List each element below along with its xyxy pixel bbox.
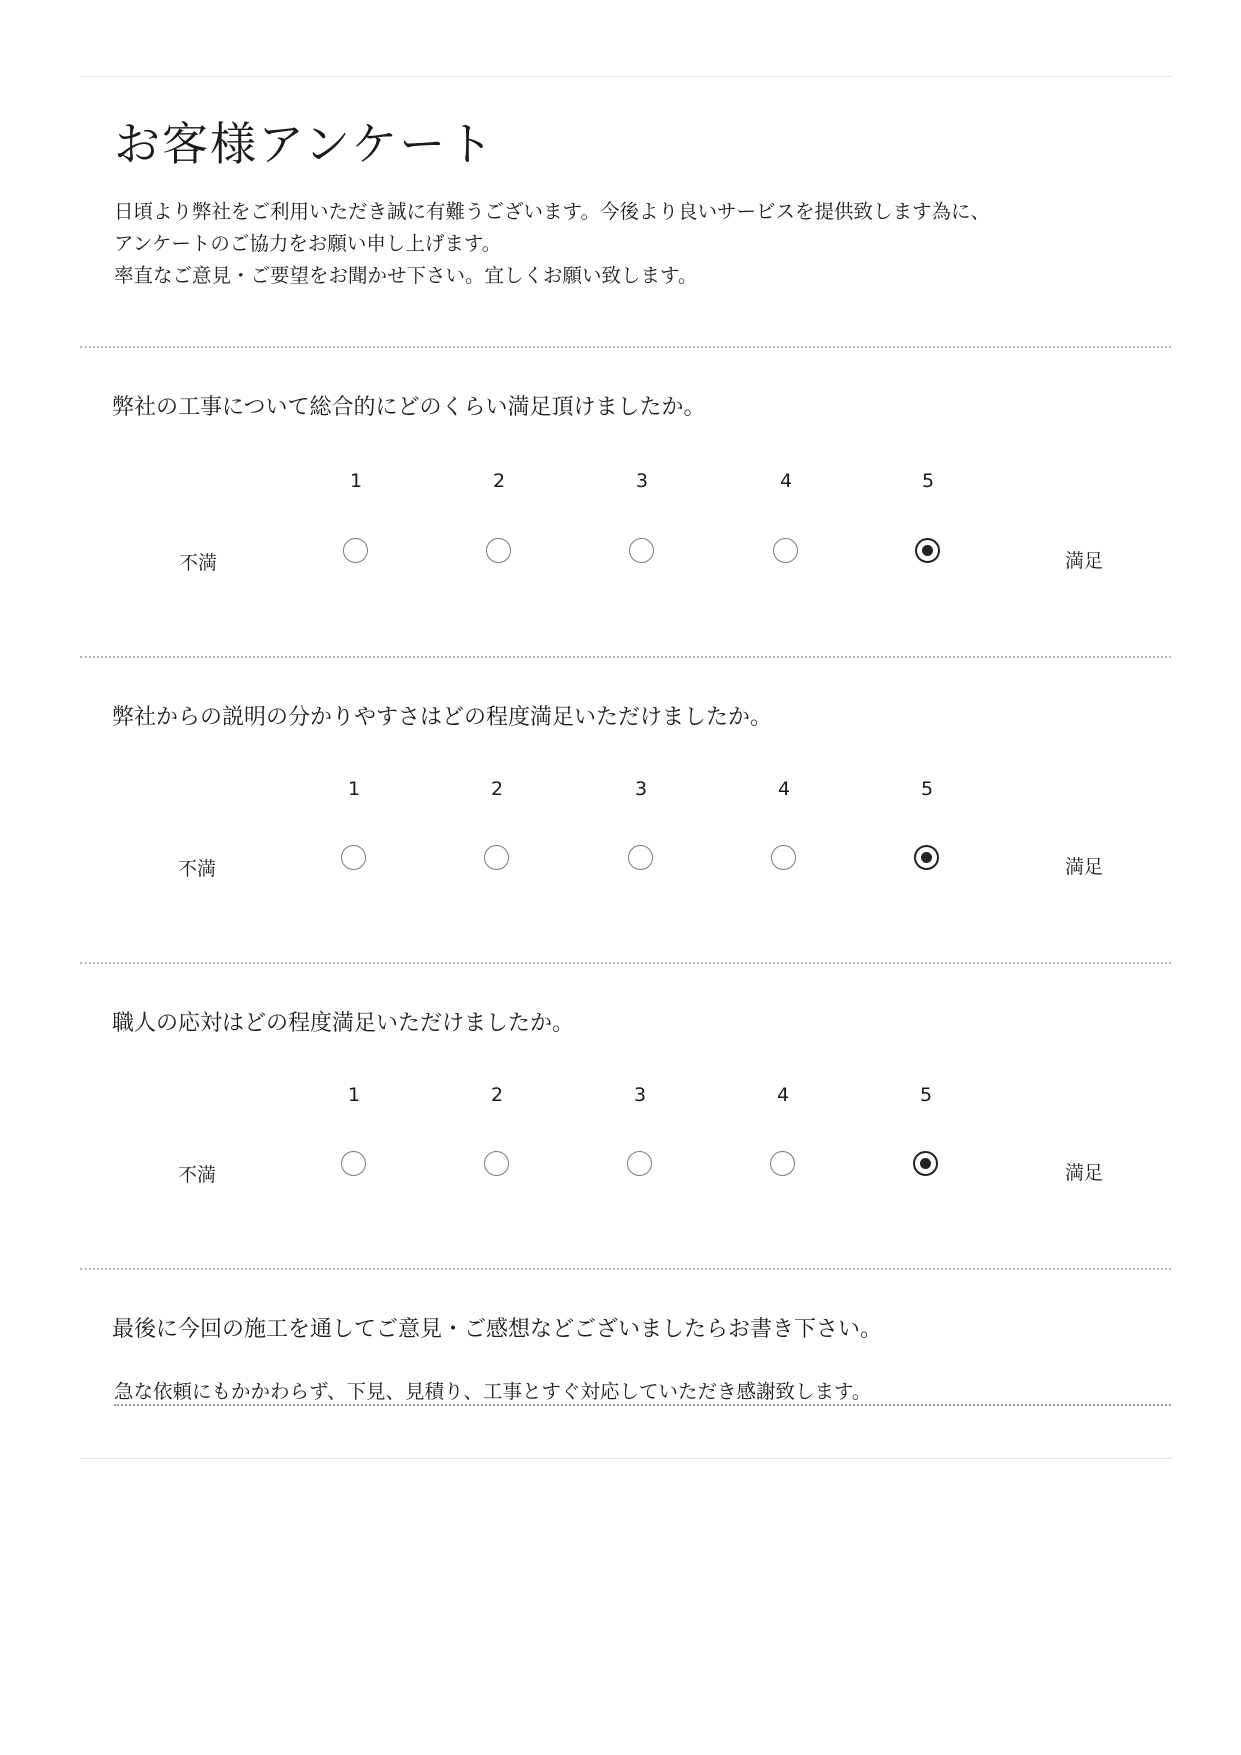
rating-radio[interactable] xyxy=(773,538,798,563)
rating-radio[interactable] xyxy=(770,1151,795,1176)
question-text: 職人の応対はどの程度満足いただけましたか。 xyxy=(112,1011,575,1036)
scale-number: 2 xyxy=(490,1084,504,1106)
scale-number: 1 xyxy=(349,470,363,492)
scale-number: 4 xyxy=(776,1084,790,1106)
rating-radio[interactable] xyxy=(486,538,511,563)
scale-high-label: 満足 xyxy=(1064,550,1103,572)
divider xyxy=(80,76,1171,77)
scale-number: 5 xyxy=(921,470,935,492)
intro-line: アンケートのご協力をお願い申し上げます。 xyxy=(114,232,502,255)
rating-radio[interactable] xyxy=(771,845,796,870)
scale-low-label: 不満 xyxy=(178,552,217,574)
scale-number: 3 xyxy=(633,1084,647,1106)
scale-low-label: 不満 xyxy=(177,1164,216,1186)
rating-radio[interactable] xyxy=(484,845,509,870)
rating-radio[interactable] xyxy=(484,1151,509,1176)
rating-radio[interactable] xyxy=(341,845,366,870)
scale-number: 2 xyxy=(490,778,504,800)
scale-low-label: 不満 xyxy=(177,858,216,880)
scale-number: 4 xyxy=(777,778,791,800)
rating-radio-selected[interactable] xyxy=(915,538,940,563)
scale-number: 1 xyxy=(347,1084,361,1106)
scale-number: 2 xyxy=(492,470,506,492)
scale-number: 3 xyxy=(635,470,649,492)
comment-text[interactable]: 急な依頼にもかかわらず、下見、見積り、工事とすぐ対応していただき感謝致します。 xyxy=(114,1380,872,1403)
divider xyxy=(80,1268,1171,1270)
rating-radio-selected[interactable] xyxy=(913,1151,938,1176)
rating-radio[interactable] xyxy=(341,1151,366,1176)
intro-text xyxy=(114,196,1154,292)
rating-radio[interactable] xyxy=(627,1151,652,1176)
question-text: 弊社からの説明の分かりやすさはどの程度満足いただけましたか。 xyxy=(112,705,773,730)
scale-number: 4 xyxy=(779,470,793,492)
scale-number: 5 xyxy=(920,778,934,800)
divider xyxy=(80,656,1171,658)
rating-radio[interactable] xyxy=(629,538,654,563)
intro-line: 率直なご意見・ご要望をお聞かせ下さい。宜しくお願い致します。 xyxy=(114,264,698,287)
rating-radio[interactable] xyxy=(628,845,653,870)
scale-high-label: 満足 xyxy=(1064,856,1103,878)
intro-line: 日頃より弊社をご利用いただき誠に有難うございます。今後より良いサービスを提供致します為に、 xyxy=(114,200,990,223)
question-text: 弊社の工事について総合的にどのくらい満足頂けましたか。 xyxy=(112,395,706,420)
scale-number: 3 xyxy=(634,778,648,800)
divider xyxy=(80,1458,1171,1459)
page-title: お客様アンケート xyxy=(114,117,496,171)
divider xyxy=(80,346,1171,348)
rating-radio[interactable] xyxy=(343,538,368,563)
comment-underline xyxy=(114,1404,1171,1406)
scale-number: 5 xyxy=(919,1084,933,1106)
rating-radio-selected[interactable] xyxy=(914,845,939,870)
scale-high-label: 満足 xyxy=(1064,1162,1103,1184)
final-question-text: 最後に今回の施工を通してご意見・ご感想などございましたらお書き下さい。 xyxy=(112,1317,883,1342)
divider xyxy=(80,962,1171,964)
scale-number: 1 xyxy=(347,778,361,800)
